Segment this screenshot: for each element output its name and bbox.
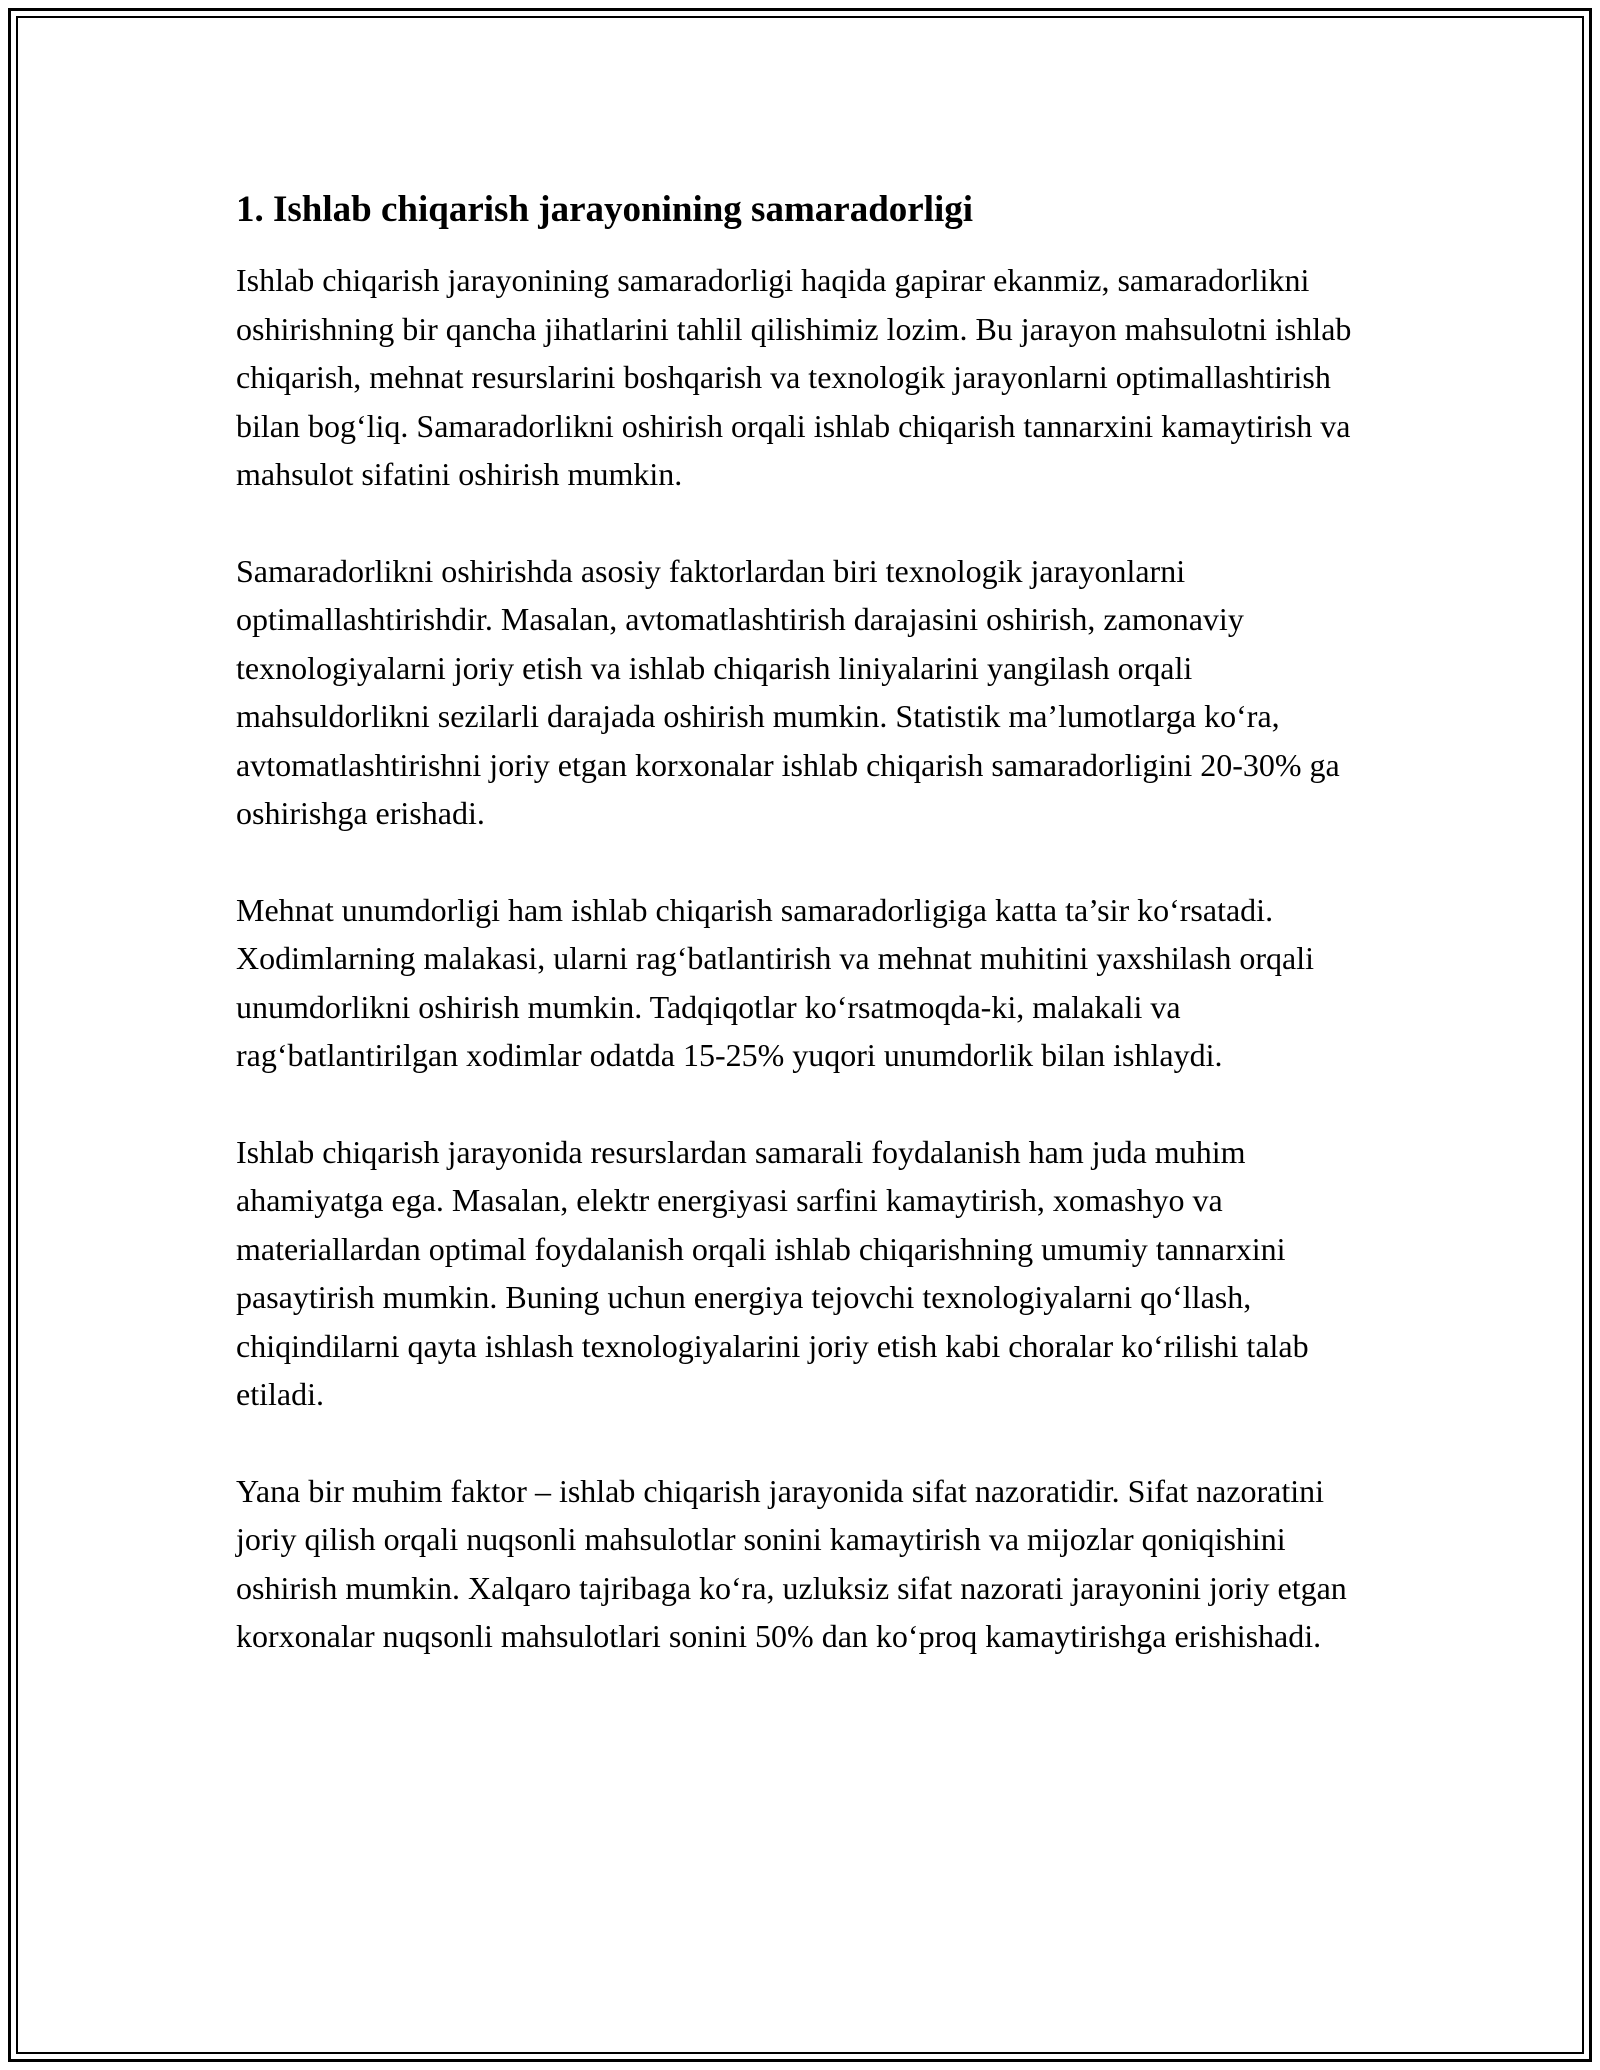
- document-body: [236, 186, 1366, 1709]
- paragraph-1: Ishlab chiqarish jarayonining samaradorligi haqida gapirar ekanmiz, samaradorlikni oshirishning bir qancha jihatlarini tahlil qilishimiz lozim. Bu jarayon mahsulotni ishlab chiqarish, mehnat resurslarini boshqarish va texnologik jarayonlarni optimallashtirish bilan bog‘liq. Samaradorlikni oshirish orqali ishlab chiqarish tannarxini kamaytirish va mahsulot sifatini oshirish mumkin.: [236, 262, 1352, 492]
- paragraph-3: Mehnat unumdorligi ham ishlab chiqarish samaradorligiga katta ta’sir ko‘rsatadi. Xodimlarning malakasi, ularni rag‘batlantirish va mehnat muhitini yaxshilash orqali unumdorlikni oshirish mumkin. Tadqiqotlar ko‘rsatmoqda-ki, malakali va rag‘batlantirilgan xodimlar odatda 15-25% yuqori unumdorlik bilan ishlaydi.: [236, 891, 1314, 1073]
- paragraph-4: Ishlab chiqarish jarayonida resurslardan samarali foydalanish ham juda muhim ahamiyatga ega. Masalan, elektr energiyasi sarfini kamaytirish, xomashyo va materiallardan optimal foydalanish orqali ishlab chiqarishning umumiy tannarxini pasaytirish mumkin. Buning uchun energiya tejovchi texnologiyalarni qo‘llash, chiqindilarni qayta ishlash texnologiyalarini joriy etish kabi choralar ko‘rilishi talab etiladi.: [236, 1133, 1309, 1412]
- paragraph-2: Samaradorlikni oshirishda asosiy faktorlardan biri texnologik jarayonlarni optimallashtirishdir. Masalan, avtomatlashtirish darajasini oshirish, zamonaviy texnologiyalarni joriy etish va ishlab chiqarish liniyalarini yangilash orqali mahsuldorlikni sezilarli darajada oshirish mumkin. Statistik ma’lumotlarga ko‘ra, avtomatlashtirishni joriy etgan korxonalar ishlab chiqarish samaradorligini 20-30% ga oshirishga erishadi.: [236, 552, 1340, 831]
- section-heading: 1. Ishlab chiqarish jarayonining samaradorligi: [236, 189, 974, 230]
- paragraph-5: Yana bir muhim faktor – ishlab chiqarish jarayonida sifat nazoratidir. Sifat nazoratini joriy qilish orqali nuqsonli mahsulotlar sonini kamaytirish va mijozlar qoniqishini oshirish mumkin. Xalqaro tajribaga ko‘ra, uzluksiz sifat nazorati jarayonini joriy etgan korxonalar nuqsonli mahsulotlari sonini 50% dan ko‘proq kamaytirishga erishishadi.: [236, 1472, 1347, 1654]
